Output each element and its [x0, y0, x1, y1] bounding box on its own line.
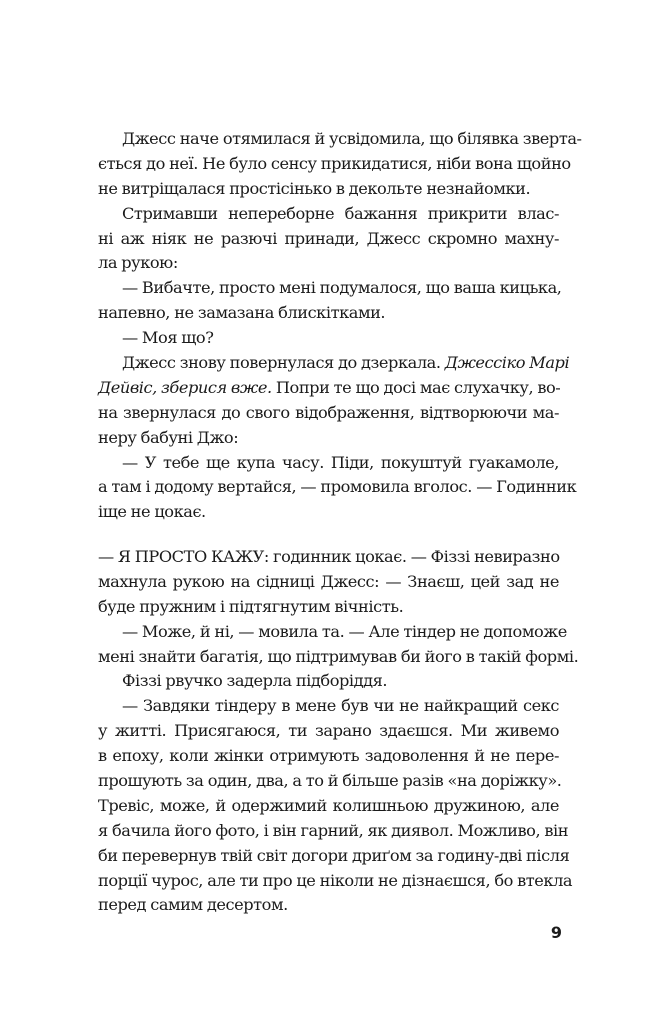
- text-line: не витріщалася простісінько в декольте незнайомки.: [98, 178, 531, 198]
- text-line: Джесс наче отямилася й усвідомила, що білявка зверта-: [122, 129, 582, 148]
- text-line: перед самим десертом.: [98, 895, 288, 915]
- page-number: 9: [550, 923, 562, 942]
- text-line: буде пружним і підтягнутим вічність.: [98, 596, 404, 616]
- text-line: [98, 376, 559, 401]
- text-line: махнула рукою на сідниці Джесс: — Знаєш, цей зад не: [98, 571, 559, 591]
- text-line: — Вибачте, просто мені подумалося, що ваша кицька,: [122, 278, 562, 298]
- text-line: а там і додому вертайся, — промовила вголос. — Годинник: [98, 477, 577, 497]
- text-run: Джесс знову повернулася до дзеркала.: [122, 353, 445, 373]
- text-line: в епоху, коли жінки отримують задоволення й не пере-: [98, 746, 559, 766]
- text-line: би перевернув твій світ догори дриґом за годину-дві після: [98, 845, 570, 865]
- text-line: — Може, й ні, — мовила та. — Але тіндер не допоможе: [122, 621, 567, 641]
- text-line: порції чурос, але ти про це ніколи не дізнаєшся, бо втекла: [98, 870, 573, 890]
- italic-run: Дейвіс, зберися вже.: [98, 377, 272, 397]
- text-section-bottom: [98, 545, 579, 918]
- text-line: Стримавши непереборне бажання прикрити влас-: [122, 203, 559, 223]
- text-line: ється до неї. Не було сенсу прикидатися, ніби вона щойно: [98, 153, 571, 173]
- text-line: у житті. Присягаюся, ти зарано здаєшся. Ми живемо: [98, 721, 559, 741]
- text-line: напевно, не замазана блискітками.: [98, 303, 386, 323]
- text-line: ла рукою:: [98, 253, 178, 273]
- text-section-top: [98, 127, 582, 525]
- text-line: іще не цокає.: [98, 502, 206, 522]
- text-line: Фіззі рвучко задерла підборіддя.: [122, 671, 388, 691]
- text-line: ні аж ніяк не разючі принади, Джесс скромно махну-: [98, 228, 559, 248]
- text-line: — Моя що?: [122, 328, 214, 348]
- text-line: неру бабуні Джо:: [98, 427, 239, 447]
- text-line: — Завдяки тіндеру в мене був чи не найкращий секс: [122, 696, 559, 716]
- italic-run: Джессіко Марі: [444, 353, 570, 373]
- text-line: мені знайти багатія, що підтримував би його в такій формі.: [98, 646, 579, 666]
- text-run: Попри те що досі має слухачку, во-: [271, 377, 561, 397]
- text-line: — У тебе ще купа часу. Піди, покуштуй гуакамоле,: [122, 452, 559, 472]
- text-line: [98, 351, 570, 376]
- text-line: — Я ПРОСТО КАЖУ: годинник цокає. — Фіззі невиразно: [98, 547, 560, 566]
- text-line: на звернулася до свого відображення, відтворюючи ма-: [98, 402, 559, 422]
- text-line: прошують за один, два, а то й більше разів «на доріжку».: [98, 771, 562, 791]
- text-line: Тревіс, може, й одержимий колишньою дружиною, але: [98, 795, 559, 815]
- text-line: я бачила його фото, і він гарний, як диявол. Можливо, він: [98, 820, 569, 840]
